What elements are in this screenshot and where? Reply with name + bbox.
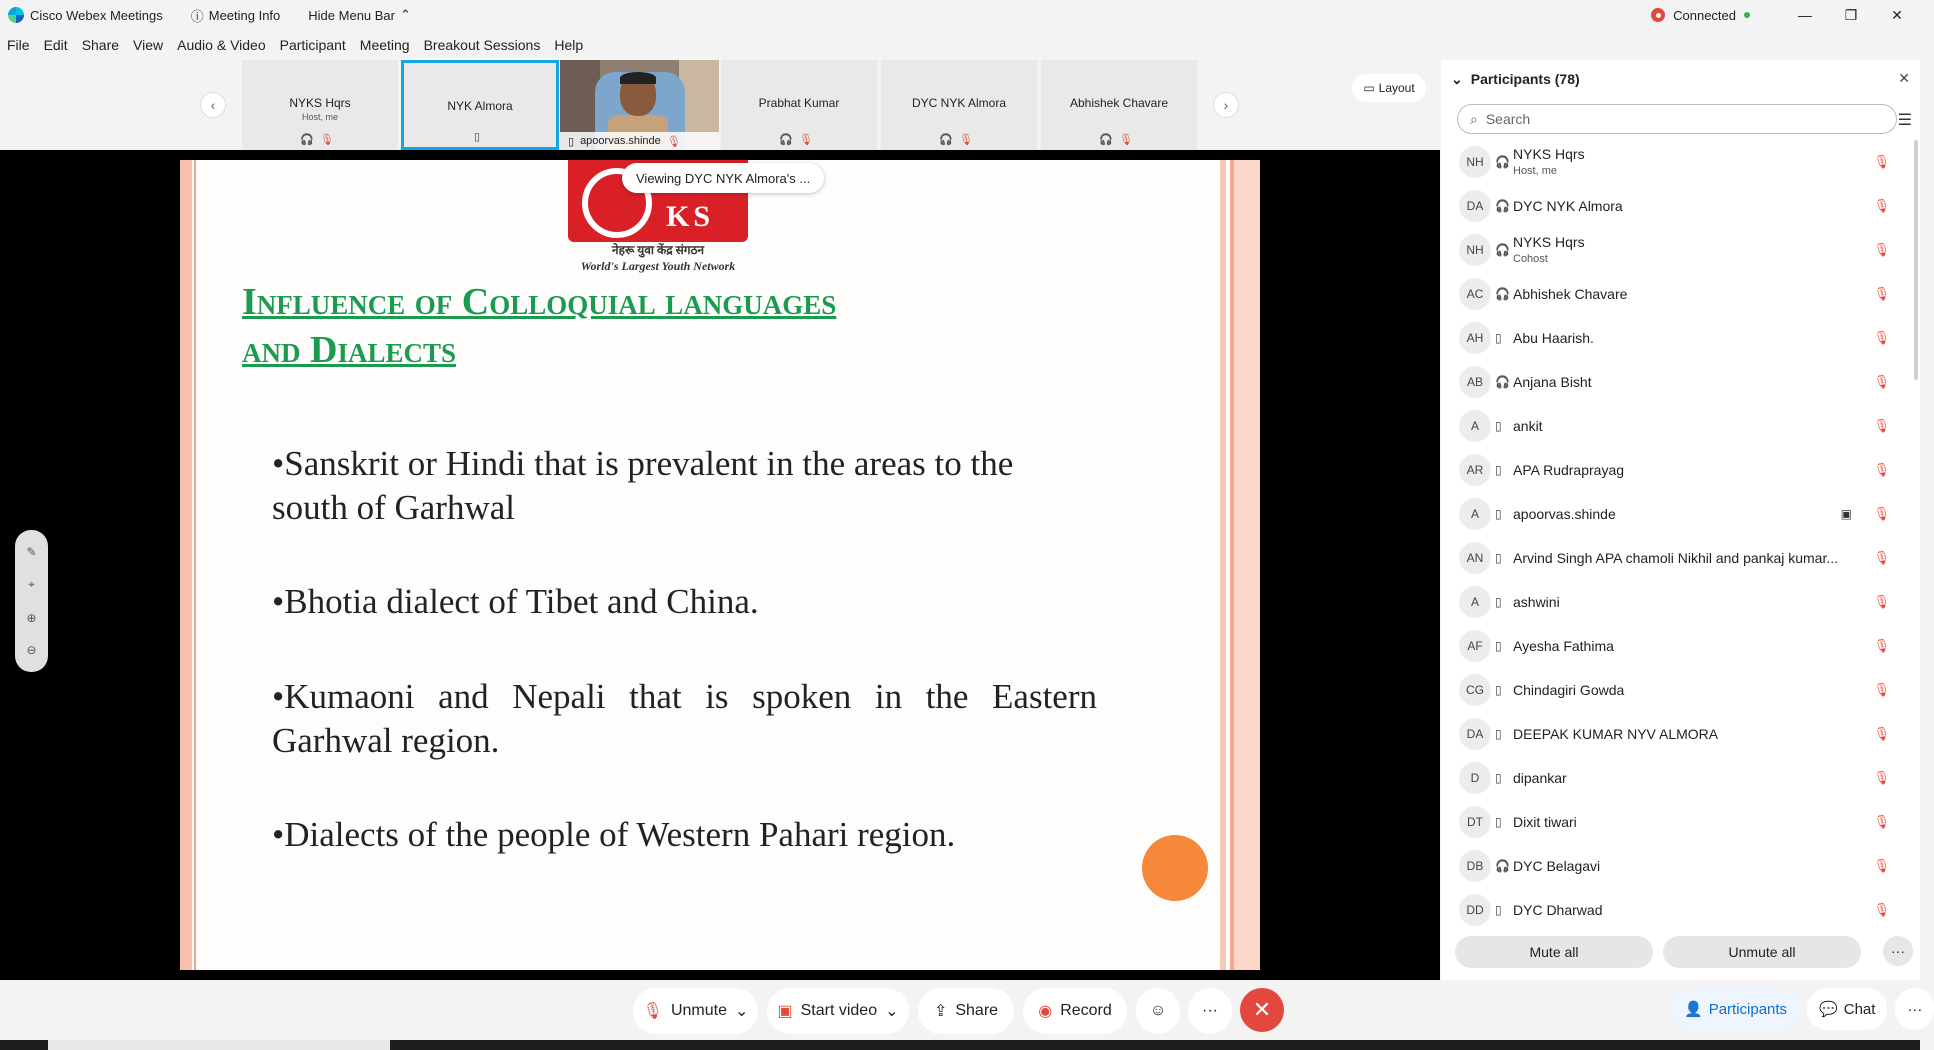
video-camera-icon: ▣ xyxy=(1840,507,1852,521)
menu-help[interactable]: Help xyxy=(554,37,584,53)
headset-icon: 🎧 xyxy=(1495,287,1510,301)
logo-caption xyxy=(568,242,748,274)
share-button[interactable] xyxy=(918,988,1014,1034)
hide-menu-bar-button[interactable] xyxy=(308,7,411,23)
search-placeholder: Search xyxy=(1485,111,1531,127)
tile-name: Abhishek Chavare xyxy=(1069,96,1169,110)
logo-tagline: World's Largest Youth Network xyxy=(580,259,736,273)
zoom-out-icon[interactable]: ⊖ xyxy=(26,642,37,657)
phone-icon: ▯ xyxy=(1495,903,1502,917)
participant-name: dipankar xyxy=(1513,770,1567,786)
participant-row[interactable] xyxy=(1441,800,1920,844)
zoom-in-icon[interactable]: ⊕ xyxy=(26,610,37,625)
filmstrip-tile-active[interactable] xyxy=(401,60,559,150)
avatar: AN xyxy=(1459,542,1491,574)
avatar: AC xyxy=(1459,278,1491,310)
more-icon[interactable]: ··· xyxy=(1883,936,1913,966)
participant-name: DEEPAK KUMAR NYV ALMORA xyxy=(1513,726,1719,742)
phone-icon: ▯ xyxy=(1495,639,1502,653)
avatar: DB xyxy=(1459,850,1491,882)
restore-icon[interactable]: ❐ xyxy=(1844,6,1858,23)
pointer-icon[interactable]: ⌖ xyxy=(28,577,35,592)
start-video-label: Start video xyxy=(800,1002,878,1019)
menu-meeting[interactable]: Meeting xyxy=(359,37,410,53)
avatar: A xyxy=(1459,410,1491,442)
menu-file[interactable]: File xyxy=(7,37,30,53)
participant-name: Abhishek Chavare xyxy=(1513,286,1628,302)
person-icon: 👤 xyxy=(1684,1001,1703,1018)
os-taskbar xyxy=(0,1040,1920,1050)
meeting-info-button[interactable] xyxy=(191,6,281,25)
avatar: DD xyxy=(1459,894,1491,926)
mic-muted-icon[interactable]: 🎙 xyxy=(1873,242,1890,257)
filmstrip-next-icon[interactable]: › xyxy=(1213,92,1239,118)
participant-row[interactable] xyxy=(1441,492,1920,536)
info-icon: ⓘ xyxy=(190,8,204,24)
menu-share[interactable]: Share xyxy=(81,37,120,53)
mic-muted-icon[interactable]: 🎙 xyxy=(1873,814,1890,829)
phone-icon: ▯ xyxy=(1495,727,1502,741)
mic-muted-icon[interactable]: 🎙 xyxy=(1873,154,1890,169)
mic-muted-icon[interactable]: 🎙 xyxy=(1873,462,1890,477)
close-panel-icon[interactable]: ✕ xyxy=(1898,70,1910,86)
filmstrip-tile[interactable] xyxy=(881,60,1039,150)
annotation-toolbar xyxy=(15,530,48,672)
participant-list-scrollbar[interactable] xyxy=(1914,140,1918,380)
phone-icon: ▯ xyxy=(1495,551,1502,565)
chevron-down-icon[interactable]: ⌄ xyxy=(1451,70,1463,87)
participant-row[interactable] xyxy=(1441,668,1920,712)
mic-muted-icon: 🎙 xyxy=(1118,134,1139,146)
slide-bullet: •Dialects of the people of Western Pahari region. xyxy=(272,815,956,854)
tile-name: DYC NYK Almora xyxy=(911,96,1007,110)
avatar: AB xyxy=(1459,366,1491,398)
participant-name: apoorvas.shinde xyxy=(1513,506,1616,522)
participant-row[interactable] xyxy=(1441,360,1920,404)
search-icon: ⌕ xyxy=(1470,110,1478,127)
tile-name: apoorvas.shinde xyxy=(580,135,661,147)
phone-icon: ▯ xyxy=(1495,815,1502,829)
phone-icon: ▯ xyxy=(1495,771,1502,785)
participant-name: ashwini xyxy=(1513,594,1560,610)
slide-decoration-circle xyxy=(1142,835,1208,901)
participant-row[interactable] xyxy=(1441,140,1920,184)
slide-bullet: •Sanskrit or Hindi that is prevalent in the areas to the south of Garhwal xyxy=(272,444,1014,527)
title-bar xyxy=(0,0,1920,30)
avatar: A xyxy=(1459,498,1491,530)
chat-tab-button[interactable] xyxy=(1807,988,1887,1030)
tile-name: NYK Almora xyxy=(447,99,513,113)
mic-muted-icon[interactable]: 🎙 xyxy=(1873,594,1890,609)
mic-muted-icon: 🎙 xyxy=(642,1003,663,1020)
participant-row[interactable] xyxy=(1441,580,1920,624)
slide-title-line-1: Influence of Colloquial languages xyxy=(242,281,837,323)
headset-icon: 🎧 xyxy=(1099,134,1119,146)
filmstrip-video-tile[interactable] xyxy=(560,60,719,150)
participants-header[interactable] xyxy=(1441,60,1920,98)
recording-indicator-icon xyxy=(1651,8,1665,22)
mic-muted-icon[interactable]: 🎙 xyxy=(1873,726,1890,741)
participant-name: Ayesha Fathima xyxy=(1513,638,1614,654)
avatar: CG xyxy=(1459,674,1491,706)
chat-tab-label: Chat xyxy=(1843,1000,1876,1018)
tile-role: Host, me xyxy=(301,112,338,122)
phone-icon: ▯ xyxy=(1495,595,1502,609)
logo-text: KS xyxy=(666,200,715,233)
headset-icon: 🎧 xyxy=(300,134,320,146)
chevron-up-icon: ⌃ xyxy=(400,7,411,22)
participant-name: Abu Haarish. xyxy=(1513,330,1594,346)
more-icon: ··· xyxy=(1202,1002,1218,1019)
record-label: Record xyxy=(1060,1002,1112,1019)
mic-muted-icon[interactable]: 🎙 xyxy=(1873,418,1890,433)
record-button[interactable] xyxy=(1023,988,1127,1034)
participants-title: Participants (78) xyxy=(1470,71,1580,87)
mic-muted-icon[interactable]: 🎙 xyxy=(1873,330,1890,345)
avatar: DA xyxy=(1459,718,1491,750)
app-title-text: Cisco Webex Meetings xyxy=(30,7,163,23)
viewing-share-indicator[interactable]: Viewing DYC NYK Almora's ... xyxy=(622,163,824,193)
layout-icon: ▭ xyxy=(1363,81,1375,95)
shared-content-stage xyxy=(0,150,1440,980)
headset-icon: 🎧 xyxy=(1495,155,1510,169)
tile-name: NYKS Hqrs xyxy=(289,96,351,110)
participant-row[interactable] xyxy=(1441,624,1920,668)
participant-row[interactable] xyxy=(1441,756,1920,800)
mic-muted-icon[interactable]: 🎙 xyxy=(1873,902,1890,917)
logo-hindi-text: नेहरू युवा केंद्र संगठन xyxy=(611,243,705,257)
participant-row[interactable] xyxy=(1441,184,1920,228)
participant-row[interactable] xyxy=(1441,272,1920,316)
share-label: Share xyxy=(955,1002,999,1019)
participant-role: Cohost xyxy=(1513,253,1548,265)
participant-name: DYC Belagavi xyxy=(1513,858,1601,874)
participants-tab-label: Participants xyxy=(1708,1000,1788,1018)
mic-muted-icon[interactable]: 🎙 xyxy=(1873,198,1890,213)
hide-menu-bar-label: Hide Menu Bar xyxy=(308,7,395,23)
filmstrip-tile[interactable] xyxy=(242,60,400,150)
unmute-all-button[interactable]: Unmute all xyxy=(1663,936,1861,968)
avatar: DT xyxy=(1459,806,1491,838)
phone-icon: ▯ xyxy=(1495,331,1502,345)
phone-icon: ▯ xyxy=(1495,683,1502,697)
participant-name: NYKS Hqrs xyxy=(1513,234,1585,250)
participant-row[interactable] xyxy=(1441,888,1920,932)
avatar: A xyxy=(1459,586,1491,618)
participant-name: DYC NYK Almora xyxy=(1513,198,1623,214)
slide-bullet: •Kumaoni and Nepali that is spoken in the Eastern Garhwal region. xyxy=(272,677,1097,760)
headset-icon: 🎧 xyxy=(1495,243,1510,257)
participants-panel xyxy=(1441,60,1920,980)
chat-icon: 💬 xyxy=(1819,1001,1838,1018)
avatar: D xyxy=(1459,762,1491,794)
participant-row[interactable] xyxy=(1441,404,1920,448)
record-icon: ◉ xyxy=(1038,1003,1053,1020)
mute-all-button[interactable]: Mute all xyxy=(1455,936,1653,968)
chevron-down-icon[interactable]: ⌄ xyxy=(734,1003,749,1020)
headset-icon: 🎧 xyxy=(779,134,799,146)
participant-name: APA Rudraprayag xyxy=(1513,462,1625,478)
mic-muted-icon[interactable]: 🎙 xyxy=(1873,770,1890,785)
phone-icon: ▯ xyxy=(1495,419,1502,433)
mic-muted-icon: 🎙 xyxy=(319,134,340,146)
mic-muted-icon[interactable]: 🎙 xyxy=(1873,550,1890,565)
mic-muted-icon[interactable]: 🎙 xyxy=(1873,506,1890,521)
headset-icon: 🎧 xyxy=(1495,199,1510,213)
mic-muted-icon[interactable]: 🎙 xyxy=(1873,638,1890,653)
participant-list xyxy=(1441,140,1920,932)
avatar: NH xyxy=(1459,146,1491,178)
participant-name: Arvind Singh APA chamoli Nikhil and pankaj kumar... xyxy=(1513,550,1839,566)
mic-muted-icon[interactable]: 🎙 xyxy=(1873,286,1890,301)
participant-row[interactable] xyxy=(1441,228,1920,272)
headset-icon: 🎧 xyxy=(939,134,959,146)
unmute-label: Unmute xyxy=(670,1002,727,1019)
reactions-button[interactable] xyxy=(1136,988,1180,1034)
slide-bullet: •Bhotia dialect of Tibet and China. xyxy=(272,582,759,621)
avatar: AR xyxy=(1459,454,1491,486)
participant-name: Anjana Bisht xyxy=(1513,374,1592,390)
meeting-controls xyxy=(0,980,1440,1040)
annotate-pen-icon[interactable]: ✎ xyxy=(26,545,37,560)
more-icon: ··· xyxy=(1907,1000,1923,1018)
layout-button[interactable] xyxy=(1352,74,1426,102)
mic-muted-icon[interactable]: 🎙 xyxy=(1873,858,1890,873)
phone-icon: ▯ xyxy=(473,131,487,143)
more-panels-button[interactable] xyxy=(1895,988,1934,1030)
app-title xyxy=(0,7,163,23)
close-icon: ✕ xyxy=(1252,997,1272,1022)
mic-muted-icon: 🎙 xyxy=(666,135,681,148)
avatar: DA xyxy=(1459,190,1491,222)
participant-role: Host, me xyxy=(1513,165,1558,177)
end-meeting-button[interactable] xyxy=(1240,988,1284,1032)
shared-slide xyxy=(180,160,1260,970)
phone-icon: ▯ xyxy=(1495,463,1502,477)
filmstrip-tile[interactable] xyxy=(1041,60,1199,150)
connection-status-text: Connected xyxy=(1673,7,1736,23)
participant-search-input[interactable] xyxy=(1457,104,1897,134)
participant-name: ankit xyxy=(1513,418,1543,434)
avatar: AH xyxy=(1459,322,1491,354)
avatar: NH xyxy=(1459,234,1491,266)
avatar: AF xyxy=(1459,630,1491,662)
menu-audio-video[interactable]: Audio & Video xyxy=(177,37,266,53)
participant-name: Chindagiri Gowda xyxy=(1513,682,1625,698)
menu-bar xyxy=(0,33,590,57)
phone-icon: ▯ xyxy=(1495,507,1502,521)
unmute-button[interactable] xyxy=(633,988,758,1034)
participant-row[interactable] xyxy=(1441,712,1920,756)
minimize-icon[interactable]: — xyxy=(1798,7,1812,23)
slide-title xyxy=(242,278,1142,374)
panel-switcher xyxy=(1672,988,1934,1030)
sort-icon[interactable]: ☰ xyxy=(1897,112,1912,129)
chevron-down-icon[interactable]: ⌄ xyxy=(885,1003,899,1020)
connected-dot-icon xyxy=(1744,12,1750,18)
participants-tab-button[interactable] xyxy=(1672,988,1799,1030)
close-window-icon[interactable]: ✕ xyxy=(1891,6,1903,23)
participant-name: NYKS Hqrs xyxy=(1513,146,1585,162)
mic-muted-icon: 🎙 xyxy=(958,134,979,146)
filmstrip-prev-icon[interactable]: ‹ xyxy=(200,92,226,118)
share-icon: ⇪ xyxy=(933,1003,948,1020)
connection-status xyxy=(1651,8,1750,23)
participant-name: DYC Dharwad xyxy=(1513,902,1603,918)
menu-participant[interactable]: Participant xyxy=(279,37,346,53)
layout-label: Layout xyxy=(1378,81,1415,95)
video-filmstrip xyxy=(0,60,1440,150)
more-options-button[interactable] xyxy=(1188,988,1232,1034)
participant-name: Dixit tiwari xyxy=(1513,814,1577,830)
menu-view[interactable]: View xyxy=(133,37,164,53)
participant-row[interactable] xyxy=(1441,536,1920,580)
webex-logo-icon xyxy=(8,7,24,23)
menu-edit[interactable]: Edit xyxy=(43,37,68,53)
phone-icon: ▯ xyxy=(568,135,575,148)
meeting-info-label: Meeting Info xyxy=(208,7,281,23)
filmstrip-tile[interactable] xyxy=(721,60,879,150)
menu-breakout-sessions[interactable]: Breakout Sessions xyxy=(423,37,541,53)
slide-title-line-2: and Dialects xyxy=(242,329,456,371)
tile-name: Prabhat Kumar xyxy=(758,96,840,110)
mute-controls xyxy=(1455,936,1913,968)
mic-muted-icon: 🎙 xyxy=(798,134,819,146)
emoji-icon: ☺ xyxy=(1149,1002,1167,1019)
taskbar-search[interactable] xyxy=(48,1040,390,1050)
participant-row[interactable] xyxy=(1441,844,1920,888)
headset-icon: 🎧 xyxy=(1495,859,1510,873)
participant-row[interactable] xyxy=(1441,448,1920,492)
mic-muted-icon[interactable]: 🎙 xyxy=(1873,374,1890,389)
mic-muted-icon[interactable]: 🎙 xyxy=(1873,682,1890,697)
start-video-button[interactable] xyxy=(767,988,909,1034)
participant-row[interactable] xyxy=(1441,316,1920,360)
video-off-icon: ▣ xyxy=(777,1003,793,1020)
headset-icon: 🎧 xyxy=(1495,375,1510,389)
